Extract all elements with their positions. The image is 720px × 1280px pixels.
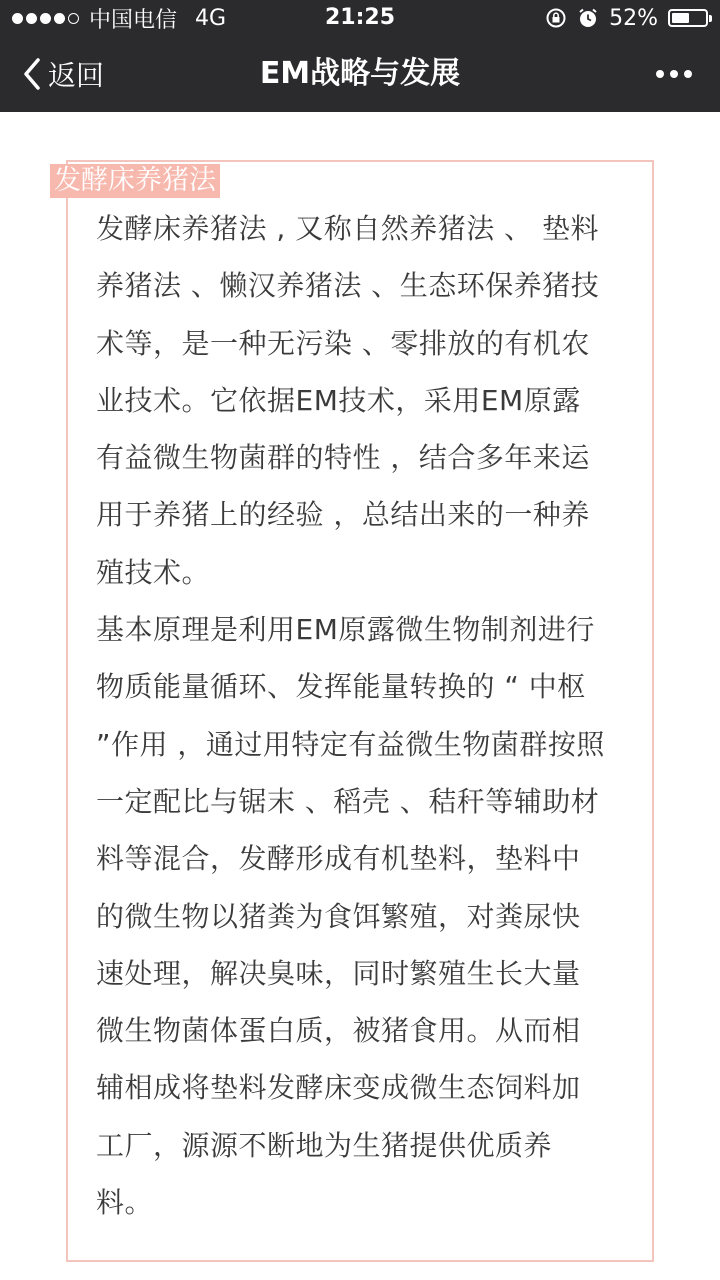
- page-title: EM战略与发展: [259, 56, 461, 91]
- article-line: ”作用 ，通过用特定有益微生物菌群按照: [96, 727, 605, 761]
- article-line: 辅相成将垫料发酵床变成微生态饲料加: [96, 1071, 581, 1105]
- status-bar: [0, 0, 720, 36]
- network-label: 4G: [195, 5, 227, 31]
- article-body: [96, 200, 624, 1231]
- battery-fill: [672, 13, 689, 23]
- section-title: 发酵床养猪法: [50, 164, 220, 198]
- article-line: 业技术。它依据EM技术，采用EM原露: [96, 383, 581, 417]
- article-line: 工厂，源源不断地为生猪提供优质养: [96, 1128, 553, 1162]
- battery-icon: [668, 9, 708, 27]
- lock-rotation-icon: [545, 7, 567, 29]
- status-time: 21:25: [324, 5, 396, 30]
- back-button[interactable]: [22, 36, 104, 112]
- article-line: 殖技术。: [96, 555, 211, 589]
- alarm-icon: [577, 7, 599, 29]
- more-dots-icon[interactable]: [656, 36, 692, 112]
- article-line: 速处理，解决臭味，同时繁殖生长大量: [96, 956, 581, 990]
- carrier-label: 中国电信: [89, 7, 178, 33]
- battery-percent: 52%: [609, 5, 658, 31]
- article-line: 物质能量循环、发挥能量转换的 “ 中枢: [96, 670, 586, 704]
- back-label: 返回: [48, 59, 105, 92]
- article-line: 料等混合，发酵形成有机垫料，垫料中: [96, 842, 581, 876]
- article-line: 的微生物以猪粪为食饵繁殖，对粪尿快: [96, 899, 581, 933]
- article-line: 基本原理是利用EM原露微生物制剂进行: [96, 613, 595, 647]
- article-line: 养猪法 、懒汉养猪法 、生态环保养猪技: [96, 269, 600, 303]
- article-line: 有益微生物菌群的特性 ，结合多年来运: [96, 441, 590, 475]
- back-chevron-icon: [22, 57, 42, 91]
- article-line: 发酵床养猪法 , 又称自然养猪法 、 垫料: [96, 212, 600, 245]
- article-line: 料。: [96, 1186, 154, 1220]
- article-line: 一定配比与锯末 、稻壳 、秸秆等辅助材: [96, 784, 600, 818]
- article-line: 微生物菌体蛋白质，被猪食用。从而相: [96, 1014, 581, 1048]
- nav-bar: [0, 36, 720, 112]
- status-right: [545, 4, 708, 32]
- article-line: 用于养猪上的经验 ，总结出来的一种养: [96, 498, 590, 532]
- article-line: 术等，是一种无污染 、零排放的有机农: [96, 326, 590, 360]
